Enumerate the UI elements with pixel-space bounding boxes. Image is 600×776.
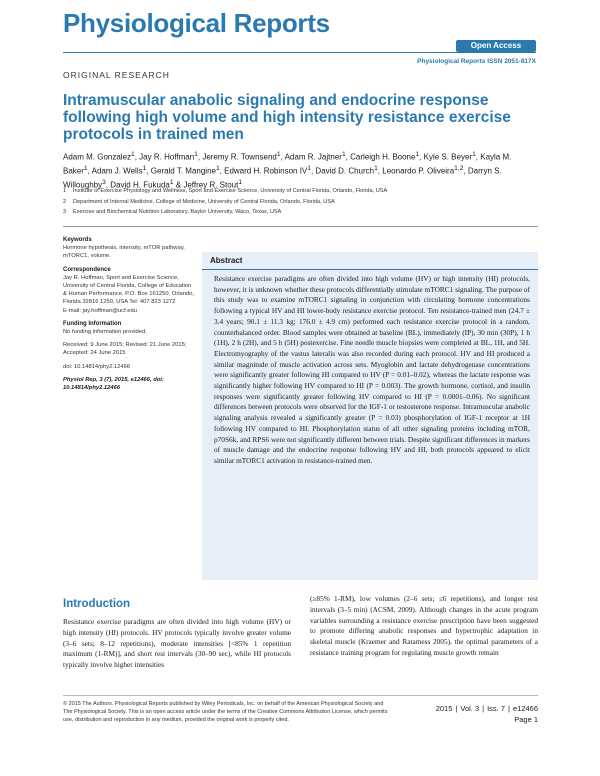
issn-line: Physiological Reports ISSN 2051-817X bbox=[417, 58, 536, 65]
doi-link[interactable]: doi: 10.14814/phy2.12466 bbox=[63, 363, 131, 370]
abstract-heading: Abstract bbox=[210, 256, 243, 265]
footer-year: 2015 bbox=[435, 704, 453, 713]
keywords-block bbox=[63, 236, 195, 261]
footer-volume: Vol. 3 bbox=[460, 704, 480, 713]
footer-meta bbox=[436, 703, 538, 725]
affiliation-item: 1 Institute of Exercise Physiology and Wellness, Sport and Exercise Science, University of Central Florida, Orlando, Florida, USA bbox=[63, 188, 388, 194]
correspondence-text: Jay R. Hoffman, Sport and Exercise Science, University of Central Florida, College of Education & Human Performance, P.O. Box 161250, Orlando, Florida 32816 1250, USA Tel: 407 823 1272 bbox=[63, 274, 195, 306]
keywords-text: Hormone hypothesis, intensity, mTOR pathway, mTORC1, volume. bbox=[63, 245, 185, 260]
footer-divider bbox=[63, 695, 538, 696]
footer-page: Page 1 bbox=[514, 715, 538, 724]
affiliation-item: 2 Department of Internal Medicine, College of Medicine, University of Central Florida, Orlando, Florida, USA bbox=[63, 198, 335, 205]
abstract-divider bbox=[202, 269, 538, 270]
article-title: Intramuscular anabolic signaling and endocrine response following high volume and high intensity resistance exercise protocols in trained men bbox=[63, 92, 511, 143]
correspondence-heading: Correspondence bbox=[63, 266, 111, 273]
citation-text: Physiol Rep, 3 (7), 2015, e12466, doi: 10.14814/phy2.12466 bbox=[63, 376, 164, 392]
introduction-column-2: (≥85% 1-RM), low volumes (2–6 sets; ≤6 repetitions), and longer rest intervals (3–5 min) (ACSM, 2009). Although changes in the acute program variables surrounding a resistance exercise prescription have been suggested to promote differing anabolic responses and hypertrophic adaptation in skeletal muscle (Kraemer and Ratamess 2005), the optimal parameters of a resistance training program for regulating muscle growth remain bbox=[310, 594, 538, 657]
introduction-column-1: Resistance exercise paradigms are often divided into high volume (HV) or high intensity (HI) protocols. HV protocols typically involve greater volume (3–6 sets; 8–12 repetitions), moderate intensities [<85% 1 repetition maximum (1-RM)], and short rest intervals (30–90 sec), while HI protocols typically involve higher intensities bbox=[63, 617, 291, 670]
section-label: ORIGINAL RESEARCH bbox=[63, 70, 170, 80]
correspondence-block bbox=[63, 266, 195, 315]
funding-text: No funding information provided. bbox=[63, 329, 147, 336]
footer-issue: Iss. 7 bbox=[487, 704, 506, 713]
affiliation-item: 3 Exercise and Biochemical Nutrition Laboratory, Baylor University, Waco, Texas, USA bbox=[63, 209, 282, 215]
footer-article-number: e12466 bbox=[512, 704, 538, 713]
journal-title: Physiological Reports bbox=[63, 8, 330, 38]
article-info-sidebar bbox=[63, 236, 195, 397]
dates-text: Received: 9 June 2015; Revised: 21 June 2015; Accepted: 24 June 2015 bbox=[63, 342, 187, 357]
keywords-heading: Keywords bbox=[63, 237, 92, 243]
funding-block bbox=[63, 320, 195, 336]
open-access-badge: Open Access bbox=[456, 40, 536, 52]
affiliations-divider bbox=[63, 226, 538, 227]
license-text: © 2015 The Authors. Physiological Reports published by Wiley Periodicals, Inc. on behalf of the American Physiological Society and The Physiological Society. This is an open access article under the terms of the Creative Commons Attribution License, which permits use, distribution and reproduction in any medium, provided the original work is properly cited. bbox=[63, 701, 388, 723]
author-list: Adam M. Gonzalez$^1$, Jay R. Hoffman$^1$, Jeremy R. Townsend$^1$, Adam R. Jajtner$^1$, Carleigh H. Boone$^1$, Kyle S. Beyer$^1$, Kayla M. Baker$^1$, Adam J. Wells$^1$, Gerald T. Mangine$^1$, Edward H. Robinson $IV^1$, David D. Church$^1$, Leonardo P. Oliveira$^{1,2}$, Darryn S. Willoughby$^3$, David H. Fukuda$^1$ & Jeffrey R. Stout$^1$ bbox=[63, 151, 512, 190]
correspondence-email[interactable]: E-mail: jay.hoffman@ucf.edu bbox=[63, 307, 137, 314]
header-divider bbox=[63, 52, 536, 53]
introduction-heading: Introduction bbox=[63, 598, 131, 610]
footer-issue-line: 2015 | Vol. 3 | Iss. 7 | e12466 bbox=[435, 704, 538, 713]
affiliations bbox=[63, 186, 538, 218]
funding-heading: Funding Information bbox=[63, 320, 122, 327]
abstract-text: Resistance exercise paradigms are often divided into high volume (HV) or high intensity (HI) protocols, however, it is unknown whether these protocols differentially stimulate mTORC1 signaling. The purpose of this study was to examine mTORC1 signaling in conjunction with circulating hormone concentrations following a typical HV and HI lower-body resistance exercise protocol. Ten resistance-trained men (24.7 ± 3.4 years; 90.1 ± 11.3 kg; 176.0 ± 4.9 cm) performed each resistance exercise protocol in a random, counterbalanced order. Blood samples were obtained at baseline (BL), immediately (IP), 30 min (30P), 1 h (1H), 2 h (2H), and 5 h (5H) postexercise. Fine needle muscle biopsies were completed at BL, 1H, and 5H. Electromyography of the vastus lateralis was also recorded during each protocol. HV and HI produced a similar magnitude of muscle activation across sets. Myoglobin and lactate dehydrogenase concentrations were significantly greater following HI compared to HV (P = 0.01–0.02), whereas the lactate response was significantly higher following HV compared to HI (P = 0.003). The growth hormone, cortisol, and insulin responses were significantly greater following HV compared to HI (P = 0.0001–0.06). No significant differences between protocols were observed for the IGF-1 or testosterone response. Intramuscular anabolic signaling analysis revealed a significantly greater (P = 0.03) phosphorylation of IGF-1 receptor at 1H following HV compared to HI. Phosphorylation status of all other signaling proteins including mTOR, p70S6k, and RPS6 were not significantly different between trials. Despite significant differences in markers of muscle damage and the endocrine response following HV and HI, both protocols appeared to elicit similar mTORC1 activation in resistance-trained men. bbox=[214, 274, 530, 465]
